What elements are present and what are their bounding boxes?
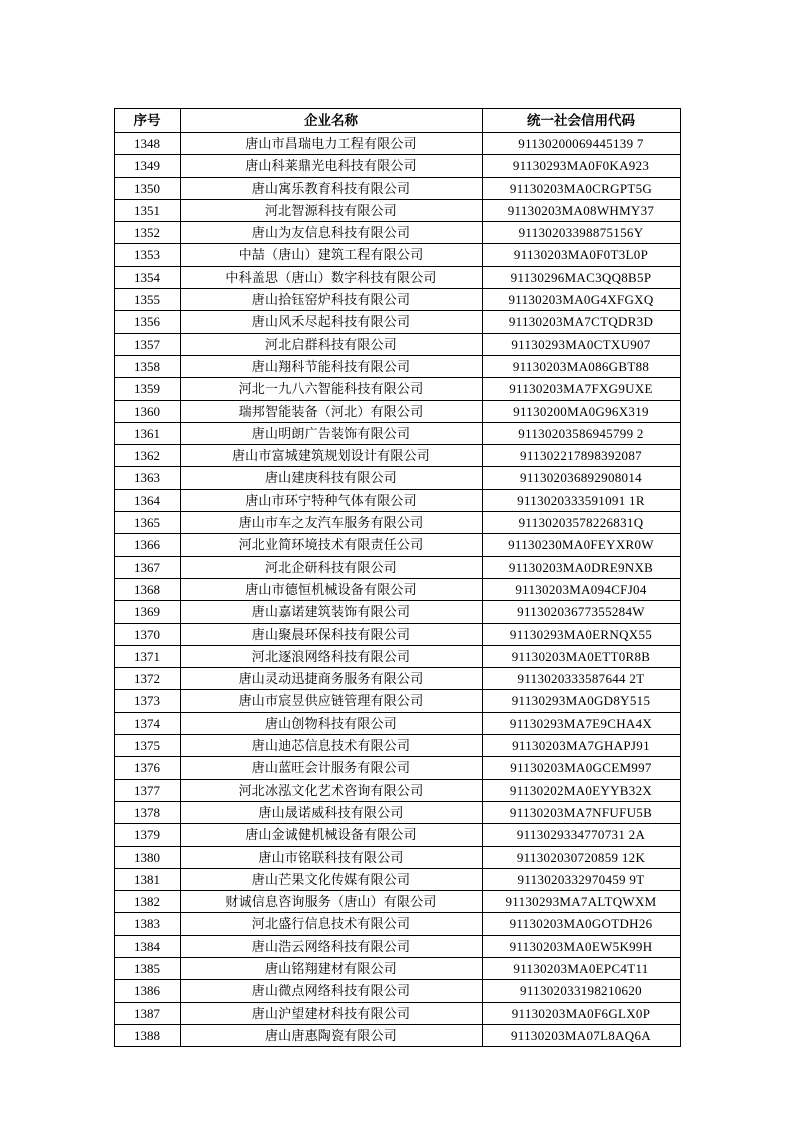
cell-index: 1372 <box>114 668 180 690</box>
table-row <box>114 757 680 779</box>
table-row <box>114 311 680 333</box>
cell-credit-code: 91130230MA0FEYXR0W <box>482 534 680 556</box>
table-row <box>114 333 680 355</box>
cell-credit-code: 91130293MA0F0KA923 <box>482 155 680 177</box>
cell-credit-code: 91130203MA0EW5K99H <box>482 935 680 957</box>
cell-enterprise-name: 唐山市昌瑞电力工程有限公司 <box>180 133 482 155</box>
table-row <box>114 467 680 489</box>
table-row <box>114 891 680 913</box>
cell-credit-code: 91130200MA0G96X319 <box>482 400 680 422</box>
cell-credit-code: 91130203MA094CFJ04 <box>482 578 680 600</box>
cell-credit-code: 911302217898392087 <box>482 445 680 467</box>
cell-enterprise-name: 唐山蓝旺会计服务有限公司 <box>180 757 482 779</box>
cell-credit-code: 91130203677355284W <box>482 601 680 623</box>
cell-index: 1352 <box>114 222 180 244</box>
cell-index: 1378 <box>114 801 180 823</box>
table-row <box>114 534 680 556</box>
cell-index: 1388 <box>114 1024 180 1046</box>
cell-index: 1348 <box>114 133 180 155</box>
table-row <box>114 690 680 712</box>
cell-index: 1359 <box>114 378 180 400</box>
cell-credit-code: 911302036892908014 <box>482 467 680 489</box>
cell-credit-code: 9113029334770731 2A <box>482 824 680 846</box>
cell-credit-code: 91130203MA7NFUFU5B <box>482 801 680 823</box>
cell-enterprise-name: 唐山科莱鼎光电科技有限公司 <box>180 155 482 177</box>
cell-index: 1380 <box>114 846 180 868</box>
cell-credit-code: 911302030720859 12K <box>482 846 680 868</box>
cell-index: 1368 <box>114 578 180 600</box>
cell-index: 1376 <box>114 757 180 779</box>
cell-enterprise-name: 唐山金诚健机械设备有限公司 <box>180 824 482 846</box>
table-row <box>114 913 680 935</box>
table-header <box>114 109 680 133</box>
cell-enterprise-name: 唐山市德恒机械设备有限公司 <box>180 578 482 600</box>
cell-index: 1371 <box>114 645 180 667</box>
cell-credit-code: 91130203MA0F0T3L0P <box>482 244 680 266</box>
cell-credit-code: 91130203MA7FXG9UXE <box>482 378 680 400</box>
table-row <box>114 980 680 1002</box>
cell-index: 1385 <box>114 957 180 979</box>
cell-enterprise-name: 唐山拾钰窑炉科技有限公司 <box>180 289 482 311</box>
cell-credit-code: 91130293MA7ALTQWXM <box>482 891 680 913</box>
cell-enterprise-name: 唐山晟诺威科技有限公司 <box>180 801 482 823</box>
cell-credit-code: 91130202MA0EYYB32X <box>482 779 680 801</box>
cell-credit-code: 91130203MA7GHAPJ91 <box>482 735 680 757</box>
table-row <box>114 155 680 177</box>
cell-enterprise-name: 唐山建庚科技有限公司 <box>180 467 482 489</box>
cell-index: 1349 <box>114 155 180 177</box>
cell-enterprise-name: 唐山市铭联科技有限公司 <box>180 846 482 868</box>
table-row <box>114 935 680 957</box>
table-row <box>114 133 680 155</box>
cell-enterprise-name: 河北一九八六智能科技有限公司 <box>180 378 482 400</box>
cell-index: 1369 <box>114 601 180 623</box>
column-header-credit-code: 统一社会信用代码 <box>482 109 680 133</box>
enterprise-registry-table <box>114 108 681 1047</box>
table-container <box>114 108 680 1047</box>
cell-enterprise-name: 河北企研科技有限公司 <box>180 556 482 578</box>
cell-enterprise-name: 河北冰泓文化艺术咨询有限公司 <box>180 779 482 801</box>
table-row <box>114 868 680 890</box>
cell-credit-code: 91130200069445139 7 <box>482 133 680 155</box>
cell-enterprise-name: 河北业简环境技术有限责任公司 <box>180 534 482 556</box>
cell-index: 1375 <box>114 735 180 757</box>
cell-index: 1353 <box>114 244 180 266</box>
cell-index: 1356 <box>114 311 180 333</box>
cell-credit-code: 91130203MA0GOTDH26 <box>482 913 680 935</box>
table-row <box>114 489 680 511</box>
cell-credit-code: 91130203MA0DRE9NXB <box>482 556 680 578</box>
cell-credit-code: 91130203578226831Q <box>482 512 680 534</box>
cell-enterprise-name: 河北盛行信息技术有限公司 <box>180 913 482 935</box>
cell-index: 1355 <box>114 289 180 311</box>
cell-credit-code: 91130293MA0GD8Y515 <box>482 690 680 712</box>
column-header-enterprise-name: 企业名称 <box>180 109 482 133</box>
cell-index: 1384 <box>114 935 180 957</box>
cell-enterprise-name: 中喆（唐山）建筑工程有限公司 <box>180 244 482 266</box>
table-row <box>114 177 680 199</box>
table-row <box>114 422 680 444</box>
table-row <box>114 735 680 757</box>
table-row <box>114 512 680 534</box>
cell-credit-code: 91130203MA0ETT0R8B <box>482 645 680 667</box>
cell-credit-code: 91130203MA0EPC4T11 <box>482 957 680 979</box>
cell-enterprise-name: 唐山市宸昱供应链管理有限公司 <box>180 690 482 712</box>
cell-enterprise-name: 唐山市车之友汽车服务有限公司 <box>180 512 482 534</box>
cell-credit-code: 9113020333587644 2T <box>482 668 680 690</box>
cell-index: 1386 <box>114 980 180 1002</box>
table-row <box>114 712 680 734</box>
table-row <box>114 824 680 846</box>
cell-credit-code: 9113020332970459 9T <box>482 868 680 890</box>
table-row <box>114 1002 680 1024</box>
cell-index: 1358 <box>114 355 180 377</box>
cell-index: 1364 <box>114 489 180 511</box>
table-row <box>114 578 680 600</box>
table-row <box>114 355 680 377</box>
cell-credit-code: 91130293MA0ERNQX55 <box>482 623 680 645</box>
cell-index: 1374 <box>114 712 180 734</box>
cell-enterprise-name: 财诚信息咨询服务（唐山）有限公司 <box>180 891 482 913</box>
cell-index: 1351 <box>114 199 180 221</box>
cell-enterprise-name: 唐山微点网络科技有限公司 <box>180 980 482 1002</box>
cell-index: 1354 <box>114 266 180 288</box>
cell-enterprise-name: 中科盖思（唐山）数字科技有限公司 <box>180 266 482 288</box>
cell-credit-code: 91130203MA0G4XFGXQ <box>482 289 680 311</box>
cell-index: 1363 <box>114 467 180 489</box>
cell-enterprise-name: 唐山为友信息科技有限公司 <box>180 222 482 244</box>
table-row <box>114 801 680 823</box>
cell-index: 1362 <box>114 445 180 467</box>
table-row <box>114 244 680 266</box>
cell-credit-code: 9113020333591091 1R <box>482 489 680 511</box>
cell-enterprise-name: 唐山唐惠陶瓷有限公司 <box>180 1024 482 1046</box>
cell-enterprise-name: 唐山市富城建筑规划设计有限公司 <box>180 445 482 467</box>
table-row <box>114 266 680 288</box>
cell-index: 1350 <box>114 177 180 199</box>
cell-enterprise-name: 唐山风禾尽起科技有限公司 <box>180 311 482 333</box>
cell-enterprise-name: 河北启群科技有限公司 <box>180 333 482 355</box>
cell-index: 1379 <box>114 824 180 846</box>
cell-credit-code: 91130203MA08WHMY37 <box>482 199 680 221</box>
cell-credit-code: 91130203MA0CRGPT5G <box>482 177 680 199</box>
table-header-row <box>114 109 680 133</box>
table-row <box>114 199 680 221</box>
table-row <box>114 668 680 690</box>
cell-enterprise-name: 河北智源科技有限公司 <box>180 199 482 221</box>
cell-index: 1370 <box>114 623 180 645</box>
table-row <box>114 556 680 578</box>
cell-index: 1361 <box>114 422 180 444</box>
table-row <box>114 222 680 244</box>
cell-enterprise-name: 唐山嘉诺建筑装饰有限公司 <box>180 601 482 623</box>
cell-index: 1373 <box>114 690 180 712</box>
cell-index: 1381 <box>114 868 180 890</box>
table-row <box>114 289 680 311</box>
cell-index: 1365 <box>114 512 180 534</box>
cell-enterprise-name: 唐山浩云网络科技有限公司 <box>180 935 482 957</box>
cell-index: 1357 <box>114 333 180 355</box>
table-row <box>114 400 680 422</box>
cell-credit-code: 911302033198210620 <box>482 980 680 1002</box>
cell-credit-code: 91130203MA086GBT88 <box>482 355 680 377</box>
cell-enterprise-name: 唐山沪望建材科技有限公司 <box>180 1002 482 1024</box>
cell-enterprise-name: 唐山芒果文化传媒有限公司 <box>180 868 482 890</box>
cell-index: 1387 <box>114 1002 180 1024</box>
table-row <box>114 445 680 467</box>
cell-credit-code: 91130293MA7E9CHA4X <box>482 712 680 734</box>
cell-index: 1382 <box>114 891 180 913</box>
table-row <box>114 846 680 868</box>
cell-index: 1383 <box>114 913 180 935</box>
cell-index: 1367 <box>114 556 180 578</box>
table-body <box>114 133 680 1047</box>
cell-index: 1366 <box>114 534 180 556</box>
cell-credit-code: 91130296MAC3QQ8B5P <box>482 266 680 288</box>
cell-enterprise-name: 唐山铭翔建材有限公司 <box>180 957 482 979</box>
cell-credit-code: 91130293MA0CTXU907 <box>482 333 680 355</box>
table-row <box>114 779 680 801</box>
cell-enterprise-name: 唐山翔科节能科技有限公司 <box>180 355 482 377</box>
cell-enterprise-name: 唐山灵动迅捷商务服务有限公司 <box>180 668 482 690</box>
cell-index: 1377 <box>114 779 180 801</box>
cell-credit-code: 91130203MA0F6GLX0P <box>482 1002 680 1024</box>
column-header-index: 序号 <box>114 109 180 133</box>
table-row <box>114 957 680 979</box>
cell-enterprise-name: 唐山聚晨环保科技有限公司 <box>180 623 482 645</box>
cell-credit-code: 91130203398875156Y <box>482 222 680 244</box>
cell-enterprise-name: 河北逐浪网络科技有限公司 <box>180 645 482 667</box>
table-row <box>114 645 680 667</box>
cell-enterprise-name: 瑞邦智能装备（河北）有限公司 <box>180 400 482 422</box>
cell-credit-code: 91130203MA0GCEM997 <box>482 757 680 779</box>
cell-enterprise-name: 唐山迪芯信息技术有限公司 <box>180 735 482 757</box>
cell-credit-code: 91130203586945799 2 <box>482 422 680 444</box>
cell-enterprise-name: 唐山创物科技有限公司 <box>180 712 482 734</box>
table-row <box>114 1024 680 1046</box>
cell-index: 1360 <box>114 400 180 422</box>
table-row <box>114 601 680 623</box>
cell-credit-code: 91130203MA07L8AQ6A <box>482 1024 680 1046</box>
table-row <box>114 623 680 645</box>
table-row <box>114 378 680 400</box>
cell-enterprise-name: 唐山市环宁特种气体有限公司 <box>180 489 482 511</box>
cell-enterprise-name: 唐山寓乐教育科技有限公司 <box>180 177 482 199</box>
cell-credit-code: 91130203MA7CTQDR3D <box>482 311 680 333</box>
cell-enterprise-name: 唐山明朗广告装饰有限公司 <box>180 422 482 444</box>
